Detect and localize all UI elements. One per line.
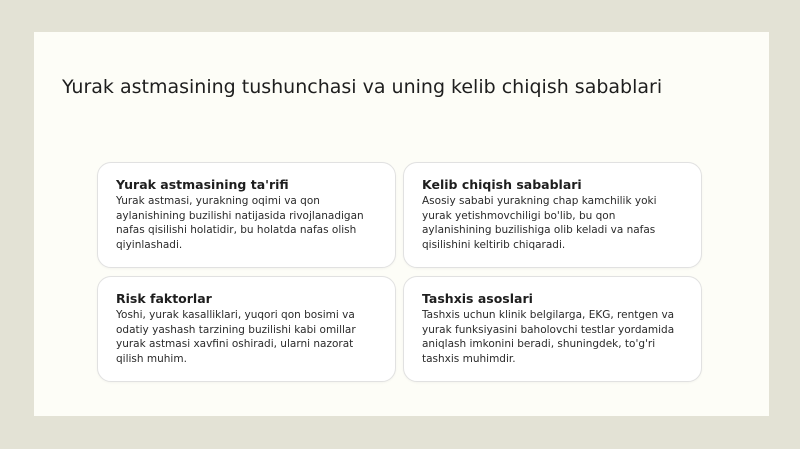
card-title: Yurak astmasining ta'rifi — [116, 177, 289, 192]
card-body-line: tashxis muhimdir. — [422, 352, 516, 365]
card-body-line: Asosiy sababi yurakning chap kamchilik yoki — [422, 195, 657, 207]
card-body-line: Yurak astmasi, yurakning oqimi va qon — [116, 195, 320, 207]
card-body-line: aniqlash imkonini beradi, shuningdek, to'g'ri — [422, 338, 656, 351]
card-risk-factors — [97, 276, 396, 382]
card-body-line: qisilishini keltirib chiqaradi. — [422, 238, 566, 251]
card-body-line: aylanishining buzilishi natijasida rivojlanadigan — [116, 209, 364, 222]
card-title: Risk faktorlar — [116, 291, 212, 306]
card-diagnosis — [403, 276, 702, 382]
card-title: Kelib chiqish sabablari — [422, 177, 582, 192]
card-body-line: Tashxis uchun klinik belgilarga, EKG, rentgen va — [422, 309, 675, 321]
card-body-line: yurak funksiyasini baholovchi testlar yordamida — [422, 323, 675, 336]
slide-title: Yurak astmasining tushunchasi va uning kelib chiqish sabablari — [62, 76, 663, 98]
slide — [34, 32, 769, 416]
card-causes — [403, 162, 702, 268]
card-body-line: yurak astmasi xavfini oshiradi, ularni nazorat — [116, 338, 354, 351]
card-body — [116, 308, 384, 366]
card-body-line: aylanishining buzilishiga olib keladi va nafas — [422, 224, 656, 237]
card-body-line: nafas qisilishi holatidir, bu holatda nafas olish — [116, 224, 357, 237]
card-body-line: odatiy yashash tarzining buzilishi kabi omillar — [116, 323, 356, 336]
card-body-line: yurak yetishmovchiligi bo'lib, bu qon — [422, 209, 616, 222]
card-body — [422, 194, 690, 252]
card-body-line: Yoshi, yurak kasalliklari, yuqori qon bosimi va — [116, 309, 355, 321]
card-body — [422, 308, 690, 366]
card-body-line: qilish muhim. — [116, 352, 187, 365]
card-body-line: qiyinlashadi. — [116, 238, 183, 251]
card-title: Tashxis asoslari — [422, 291, 533, 306]
card-body — [116, 194, 384, 252]
card-definition — [97, 162, 396, 268]
